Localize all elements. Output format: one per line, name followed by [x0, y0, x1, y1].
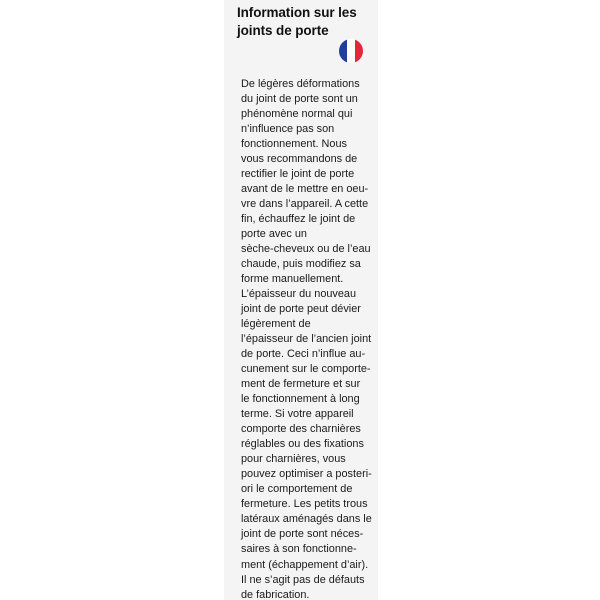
body-text [241, 77, 381, 600]
body-text-line: porte avec un [241, 228, 307, 241]
body-text-line: fonctionnement. Nous [241, 138, 347, 151]
body-text-line: joint de porte peut dévier [241, 303, 361, 316]
body-text-line: saires à son fonctionne- [241, 543, 357, 556]
page-title [237, 4, 367, 40]
title-line: joints de porte [237, 23, 329, 38]
body-text-line: légèrement de [241, 318, 311, 331]
body-text-line: De légères déformations [241, 78, 360, 90]
body-text-line: ment (échappement d’air). [241, 558, 369, 571]
body-text-line: réglables ou des fixations [241, 438, 364, 451]
body-text-line: vous recommandons de [241, 153, 358, 166]
body-text-line: ment de fermeture et sur [241, 378, 361, 391]
body-text-line: le fonctionnement à long [241, 393, 360, 406]
body-text-line: fermeture. Les petits trous [241, 498, 368, 511]
flag-red-stripe [355, 39, 363, 63]
body-text-line: phénomène normal qui [241, 108, 353, 121]
body-text-line: n’influence pas son [241, 123, 335, 136]
body-text-line: avant de le mettre en oeu- [241, 183, 369, 196]
france-flag-icon [339, 39, 363, 63]
body-text-line: fin, échauffez le joint de [241, 213, 356, 226]
flag-blue-stripe [339, 39, 347, 63]
body-text-line: de fabrication. [241, 588, 310, 600]
body-text-line: chaude, puis modifiez sa [241, 258, 361, 271]
body-text-line: latéraux aménagés dans le [241, 513, 372, 526]
body-text-line: rectifier le joint de porte [241, 168, 355, 181]
flag-white-stripe [347, 39, 355, 63]
body-text-line: l’épaisseur de l’ancien joint [241, 333, 372, 346]
body-text-line: terme. Si votre appareil [241, 408, 354, 421]
body-text-line: ori le comportement de [241, 483, 353, 496]
body-text-line: du joint de porte sont un [241, 93, 358, 106]
body-text-line: pour charnières, vous [241, 453, 346, 466]
body-text-line: forme manuellement. [241, 273, 344, 286]
body-text-line: joint de porte sont néces- [241, 528, 364, 541]
body-text-line: de porte. Ceci n’influe au- [241, 348, 366, 361]
body-text-line: pouvez optimiser a posteri- [241, 468, 372, 481]
title-line: Information sur les [237, 5, 357, 20]
body-text-line: sèche-cheveux ou de l’eau [241, 243, 371, 256]
body-text-line: Il ne s’agit pas de défauts [241, 573, 365, 586]
body-text-line: L’épaisseur du nouveau [241, 288, 357, 301]
body-text-line: comporte des charnières [241, 423, 361, 436]
body-text-line: vre dans l’appareil. A cette [241, 198, 369, 211]
body-text-line: cunement sur le comporte- [241, 363, 371, 376]
